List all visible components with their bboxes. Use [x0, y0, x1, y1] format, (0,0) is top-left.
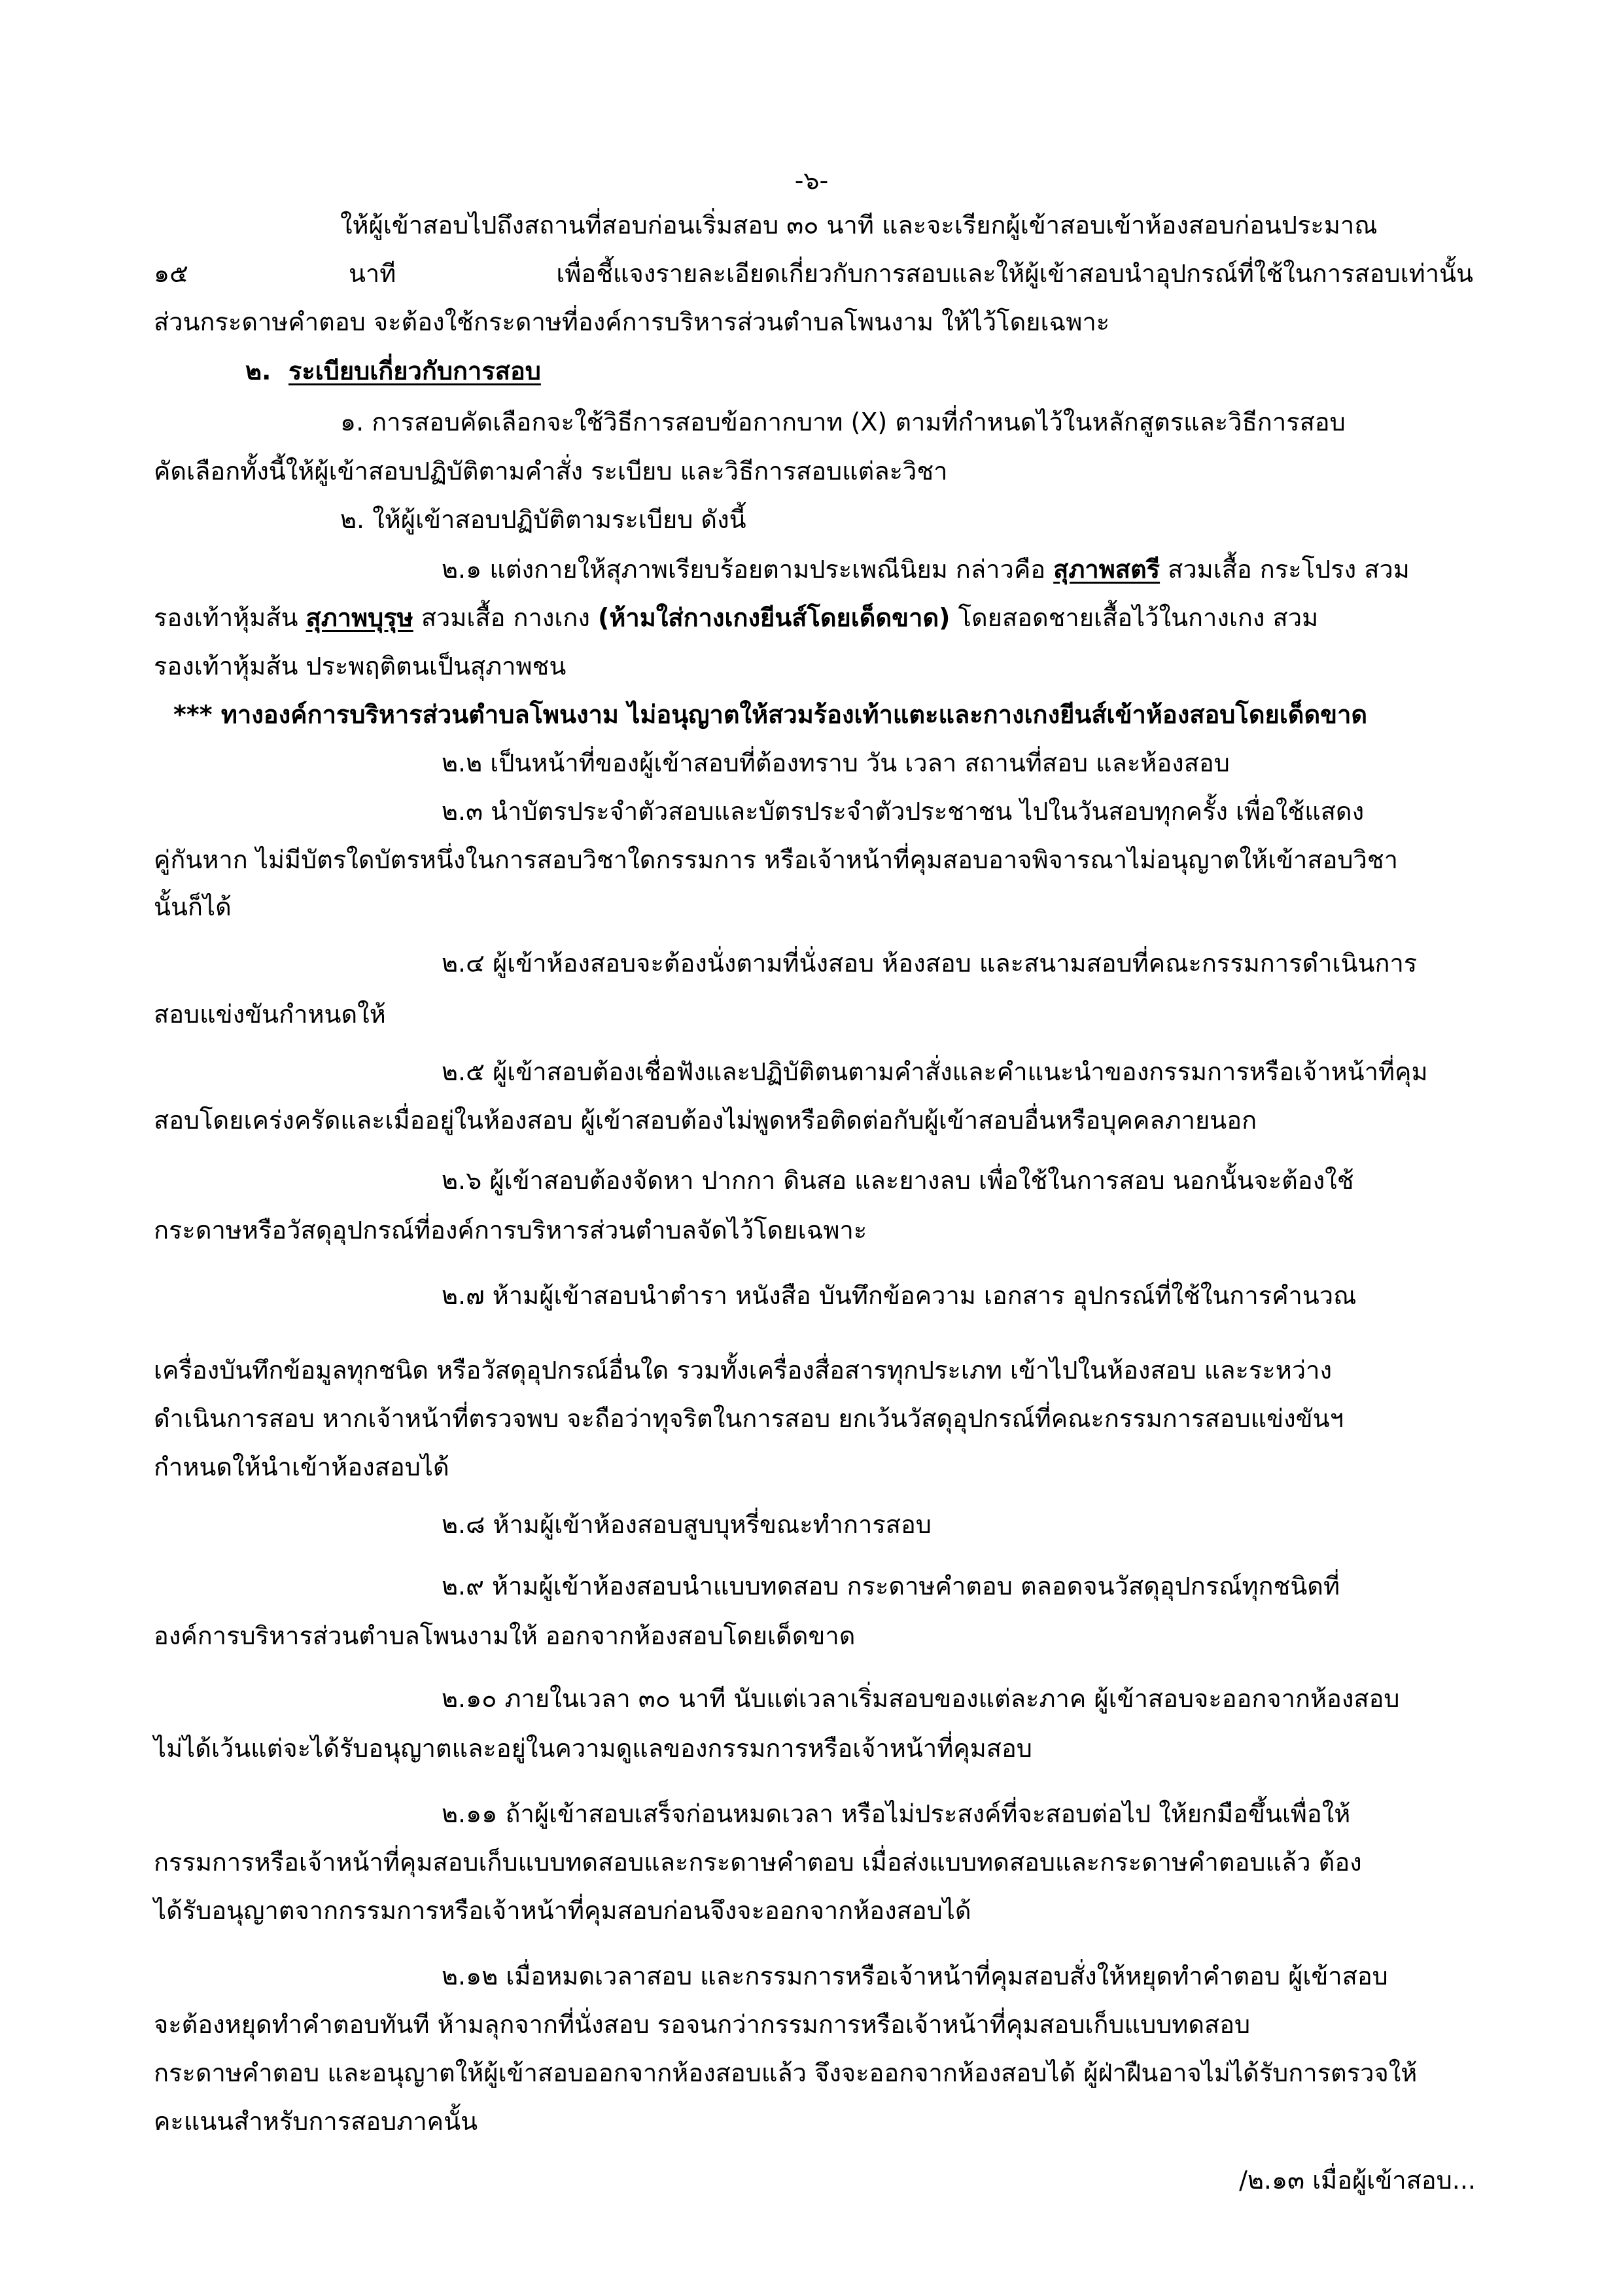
rule-2-7-line-4: กำหนดให้นำเข้าห้องสอบได้ — [154, 1453, 449, 1481]
item1-line-2: คัดเลือกทั้งนี้ให้ผู้เข้าสอบปฏิบัติตามคำสั่ง ระเบียบ และวิธีการสอบแต่ละวิชา — [154, 457, 948, 486]
rule-2-1-text-4: โดยสอดชายเสื้อไว้ในกางเกง สวม — [950, 603, 1319, 632]
intro-line-3: ส่วนกระดาษคำตอบ จะต้องใช้กระดาษที่องค์การบริหารส่วนตำบลโพนงาม ให้ไว้โดยเฉพาะ — [154, 308, 1110, 336]
rule-2-1-line-3: รองเท้าหุ้มส้น ประพฤติตนเป็นสุภาพชน — [154, 652, 567, 680]
rule-2-12-line-3: กระดาษคำตอบ และอนุญาตให้ผู้เข้าสอบออกจากห้องสอบแล้ว จึงจะออกจากห้องสอบได้ ผู้ฝ่าฝืนอาจไม่ได้รับการตรวจให้ — [154, 2058, 1418, 2087]
rule-2-11-line-1: ๒.๑๑ ถ้าผู้เข้าสอบเสร็จก่อนหมดเวลา หรือไม่ประสงค์ที่จะสอบต่อไป ให้ยกมือขึ้นเพื่อให้ — [442, 1799, 1351, 1828]
rule-2-9-line-1: ๒.๙ ห้ามผู้เข้าห้องสอบนำแบบทดสอบ กระดาษคำตอบ ตลอดจนวัสดุอุปกรณ์ทุกชนิดที่ — [442, 1572, 1340, 1600]
rule-2-7-line-3: ดำเนินการสอบ หากเจ้าหน้าที่ตรวจพบ จะถือว่าทุจริตในการสอบ ยกเว้นวัสดุอุปกรณ์ที่คณะกรรมการสอบแข่งขันฯ — [154, 1404, 1344, 1433]
rule-2-3-line-2: คู่กันหาก ไม่มีบัตรใดบัตรหนึ่งในการสอบวิชาใดกรรมการ หรือเจ้าหน้าที่คุมสอบอาจพิจารณาไม่อนุญาตให้เข้าสอบวิชา — [154, 845, 1398, 874]
rule-2-3-line-3: นั้นก็ได้ — [154, 892, 232, 921]
section-number: ๒. — [245, 357, 271, 385]
item2-line-1: ๒. ให้ผู้เข้าสอบปฏิบัติตามระเบียบ ดังนี้ — [340, 505, 746, 534]
dress-female-label: สุภาพสตรี — [1053, 555, 1161, 584]
rule-2-1-line-2 — [154, 601, 1318, 635]
item1-line-1: ๑. การสอบคัดเลือกจะใช้วิธีการสอบข้อกากบาท (X) ตามที่กำหนดไว้ในหลักสูตรและวิธีการสอบ — [340, 408, 1346, 436]
rule-2-12-line-2: จะต้องหยุดทำคำตอบทันที ห้ามลุกจากที่นั่งสอบ รอจนกว่ากรรมการหรือเจ้าหน้าที่คุมสอบเก็บแบบทดสอบ — [154, 2010, 1251, 2039]
dress-male-label: สุภาพบุรุษ — [305, 603, 413, 632]
rule-2-1-text-2: รองเท้าหุ้มส้น — [154, 603, 306, 632]
rule-2-11-line-3: ได้รับอนุญาตจากกรรมการหรือเจ้าหน้าที่คุมสอบก่อนจึงจะออกจากห้องสอบได้ — [154, 1896, 971, 1925]
rule-2-12-line-4: คะแนนสำหรับการสอบภาคนั้น — [154, 2107, 478, 2136]
rule-2-10-line-2: ไม่ได้เว้นแต่จะได้รับอนุญาตและอยู่ในความดูแลของกรรมการหรือเจ้าหน้าที่คุมสอบ — [154, 1734, 1032, 1763]
section-heading — [245, 354, 541, 388]
rule-2-6-line-2: กระดาษหรือวัสดุอุปกรณ์ที่องค์การบริหารส่วนตำบลจัดไว้โดยเฉพาะ — [154, 1216, 867, 1245]
rule-2-2: ๒.๒ เป็นหน้าที่ของผู้เข้าสอบที่ต้องทราบ วัน เวลา สถานที่สอบ และห้องสอบ — [442, 749, 1230, 777]
rule-2-5-line-2: สอบโดยเคร่งครัดและเมื่ออยู่ในห้องสอบ ผู้เข้าสอบต้องไม่พูดหรือติดต่อกับผู้เข้าสอบอื่นหรือบุคคลภายนอก — [154, 1106, 1257, 1135]
rule-2-1-text-tail: สวมเสื้อ กระโปรง สวม — [1160, 555, 1410, 584]
rule-2-8: ๒.๘ ห้ามผู้เข้าห้องสอบสูบบุหรี่ขณะทำการสอบ — [442, 1510, 932, 1539]
rule-2-1-text: ๒.๑ แต่งกายให้สุภาพเรียบร้อยตามประเพณีนิยม กล่าวคือ — [442, 555, 1054, 584]
rule-2-1-line-1 — [442, 552, 1410, 586]
rule-2-3-line-1: ๒.๓ นำบัตรประจำตัวสอบและบัตรประจำตัวประชาชน ไปในวันสอบทุกครั้ง เพื่อใช้แสดง — [442, 797, 1365, 826]
rule-2-12-line-1: ๒.๑๒ เมื่อหมดเวลาสอบ และกรรมการหรือเจ้าหน้าที่คุมสอบสั่งให้หยุดทำคำตอบ ผู้เข้าสอบ — [442, 1962, 1388, 1990]
jeans-prohibition: (ห้ามใส่กางเกงยีนส์โดยเด็ดขาด) — [598, 603, 951, 632]
rule-2-11-line-2: กรรมการหรือเจ้าหน้าที่คุมสอบเก็บแบบทดสอบและกระดาษคำตอบ เมื่อส่งแบบทดสอบและกระดาษคำตอบแล้ว ต้อง — [154, 1848, 1362, 1877]
rule-2-7-line-2: เครื่องบันทึกข้อมูลทุกชนิด หรือวัสดุอุปกรณ์อื่นใด รวมทั้งเครื่องสื่อสารทุกประเภท เข้าไปในห้องสอบ และระหว่าง — [154, 1356, 1332, 1385]
rule-2-5-line-1: ๒.๕ ผู้เข้าสอบต้องเชื่อฟังและปฏิบัติตนตามคำสั่งและคำแนะนำของกรรมการหรือเจ้าหน้าที่คุม — [442, 1057, 1428, 1086]
rule-2-1-text-3: สวมเสื้อ กางเกง — [413, 603, 599, 632]
notice-line: *** ทางองค์การบริหารส่วนตำบลโพนงาม ไม่อนุญาตให้สวมร้องเท้าแตะและกางเกงยีนส์เข้าห้องสอบโดยเด็ดขาด — [173, 700, 1368, 729]
intro-line-2: ๑๕ นาที เพื่อชี้แจงรายละเอียดเกี่ยวกับการสอบและให้ผู้เข้าสอบนำอุปกรณ์ที่ใช้ในการสอบเท่านั้น — [154, 259, 1473, 288]
rule-2-6-line-1: ๒.๖ ผู้เข้าสอบต้องจัดหา ปากกา ดินสอ และยางลบ เพื่อใช้ในการสอบ นอกนั้นจะต้องใช้ — [442, 1166, 1354, 1195]
rule-2-4-line-2: สอบแข่งขันกำหนดให้ — [154, 1000, 386, 1029]
intro-line-1: ให้ผู้เข้าสอบไปถึงสถานที่สอบก่อนเริ่มสอบ ๓๐ นาที และจะเรียกผู้เข้าสอบเข้าห้องสอบก่อนประมาณ — [340, 211, 1378, 239]
continuation-marker: /๒.๑๓ เมื่อผู้เข้าสอบ... — [1239, 2166, 1476, 2195]
rule-2-9-line-2: องค์การบริหารส่วนตำบลโพนงามให้ ออกจากห้องสอบโดยเด็ดขาด — [154, 1621, 856, 1650]
page-number: -๖- — [794, 166, 829, 195]
rule-2-4-line-1: ๒.๔ ผู้เข้าห้องสอบจะต้องนั่งตามที่นั่งสอบ ห้องสอบ และสนามสอบที่คณะกรรมการดำเนินการ — [442, 949, 1418, 978]
section-title: ระเบียบเกี่ยวกับการสอบ — [288, 357, 541, 385]
rule-2-10-line-1: ๒.๑๐ ภายในเวลา ๓๐ นาที นับแต่เวลาเริ่มสอบของแต่ละภาค ผู้เข้าสอบจะออกจากห้องสอบ — [442, 1684, 1400, 1713]
rule-2-7-line-1: ๒.๗ ห้ามผู้เข้าสอบนำตำรา หนังสือ บันทึกข้อความ เอกสาร อุปกรณ์ที่ใช้ในการคำนวณ — [442, 1281, 1357, 1310]
